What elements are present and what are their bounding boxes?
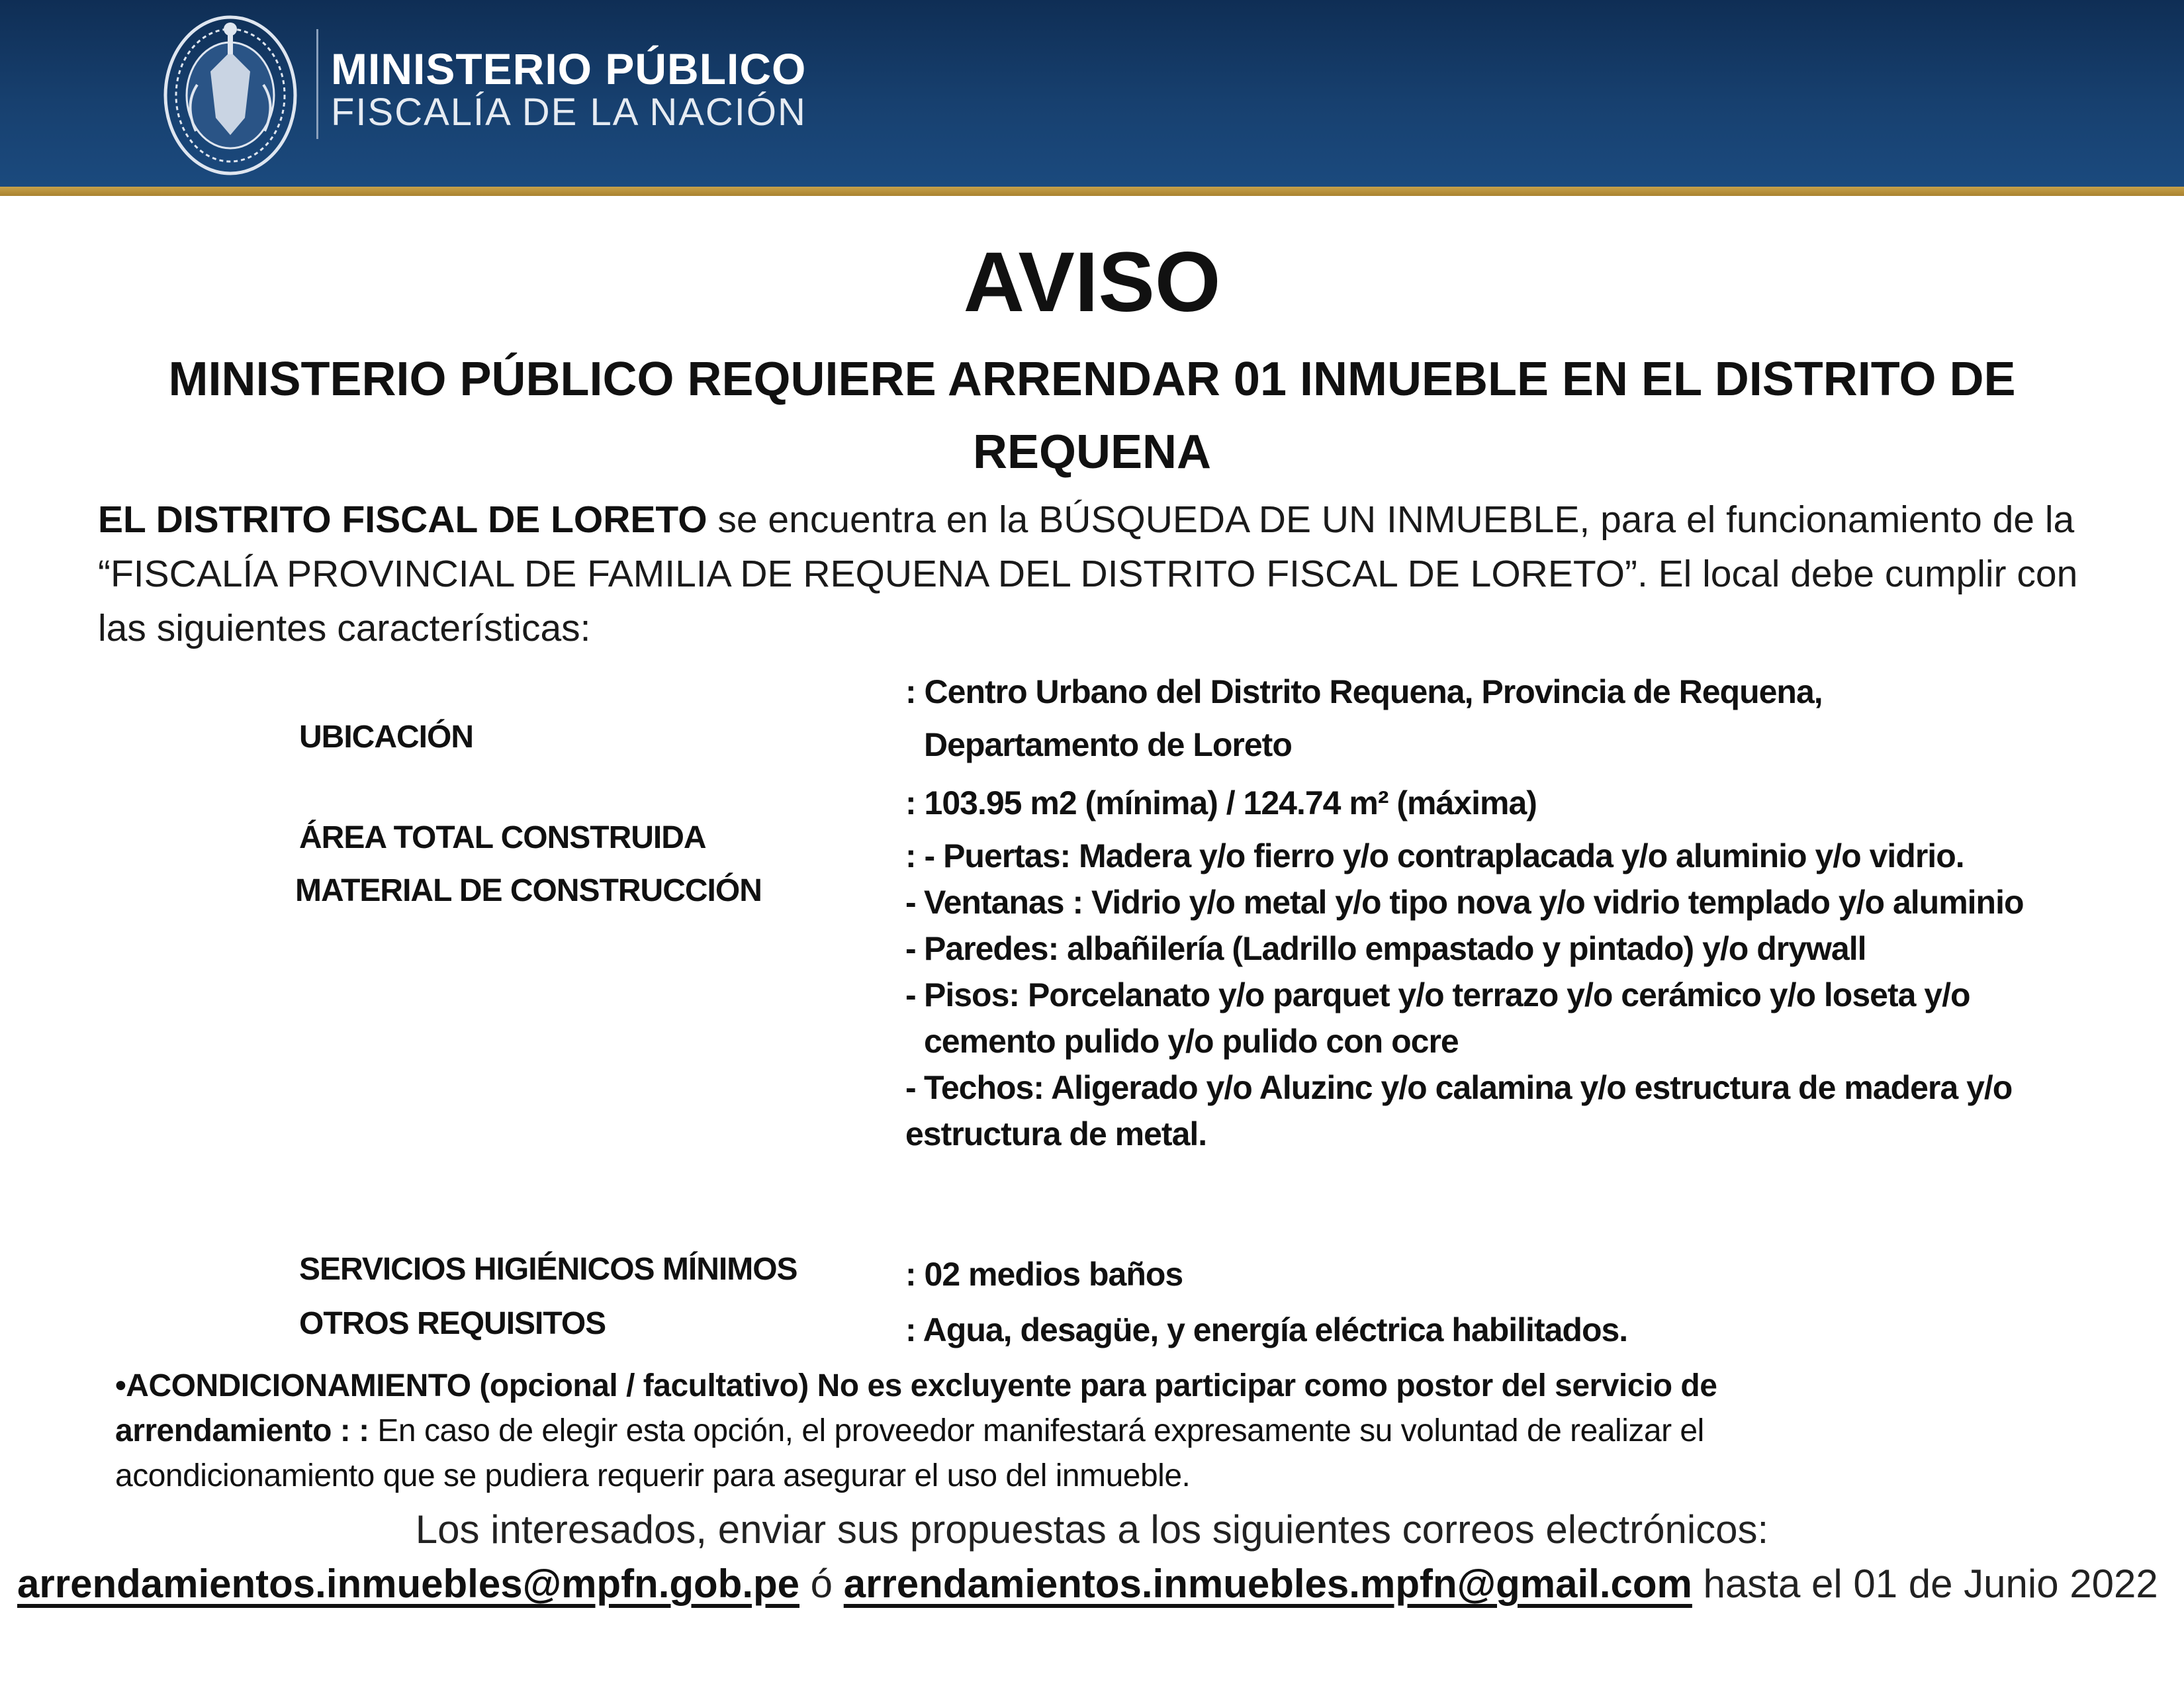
ubicacion-value-line1: : Centro Urbano del Distrito Requena, Provincia de Requena, xyxy=(905,673,1823,710)
email-link-gmail[interactable]: arrendamientos.inmuebles.mpfn@gmail.com xyxy=(843,1562,1692,1606)
email-line xyxy=(17,1561,2158,1607)
notice-title: AVISO xyxy=(963,235,1221,330)
deadline-text: hasta el 01 de Junio 2022 xyxy=(1692,1562,2158,1606)
servicios-label: SERVICIOS HIGIÉNICOS MÍNIMOS xyxy=(299,1252,797,1287)
acondicionamiento-paragraph xyxy=(115,1364,1942,1499)
material-item-paredes: - Paredes: albañilería (Ladrillo empastado y pintado) y/o drywall xyxy=(905,925,2083,972)
header-gold-rule xyxy=(0,187,2184,196)
material-item-techos: - Techos: Aligerado y/o Aluzinc y/o calamina y/o estructura de madera y/o xyxy=(905,1064,2083,1111)
material-list xyxy=(905,833,2083,1157)
intro-lead: EL DISTRITO FISCAL DE LORETO xyxy=(98,498,707,541)
acondicionamiento-body: En caso de elegir esta opción, el proveedor manifestará expresamente su voluntad de realizar el acondicionamiento que se pudiera requerir para asegurar el uso del inmueble. xyxy=(115,1413,1704,1493)
list-dash: - xyxy=(905,1069,916,1106)
email-connector: ó xyxy=(799,1562,844,1606)
area-value: : 103.95 m2 (mínima) / 124.74 m² (máxima) xyxy=(905,784,1537,821)
ministerio-seal-icon xyxy=(158,5,303,179)
acondicionamiento-heading: •ACONDICIONAMIENTO (opcional / facultativo) No es excluyente para participar como postor del servicio de arrendamiento : : xyxy=(115,1368,1717,1448)
notice-subtitle: MINISTERIO PÚBLICO REQUIERE ARRENDAR 01 INMUEBLE EN EL DISTRITO DE REQUENA xyxy=(168,353,2016,479)
servicios-value: : 02 medios baños xyxy=(905,1256,1183,1293)
area-label: ÁREA TOTAL CONSTRUIDA xyxy=(299,820,706,855)
list-dash: - xyxy=(905,930,916,967)
header-band xyxy=(0,0,2184,187)
brand-name: MINISTERIO PÚBLICO xyxy=(331,44,807,93)
material-item-ventanas: - Ventanas : Vidrio y/o metal y/o tipo nova y/o vidrio templado y/o aluminio xyxy=(905,879,2083,925)
header-divider xyxy=(316,29,318,139)
material-item-pisos: - Pisos: Porcelanato y/o parquet y/o terrazo y/o cerámico y/o loseta y/o cemento pulido y/o pulido con ocre xyxy=(905,972,2083,1064)
ubicacion-label: UBICACIÓN xyxy=(299,720,473,755)
list-dash: - xyxy=(905,884,916,921)
otros-label: OTROS REQUISITOS xyxy=(299,1306,606,1341)
intro-paragraph xyxy=(98,492,2110,655)
contact-instructions: Los interesados, enviar sus propuestas a los siguientes correos electrónicos: xyxy=(415,1507,1769,1552)
list-dash: - xyxy=(905,976,916,1013)
material-label: MATERIAL DE CONSTRUCCIÓN xyxy=(295,873,762,908)
otros-value: : Agua, desagüe, y energía eléctrica habilitados. xyxy=(905,1311,1628,1348)
material-item-tail: estructura de metal. xyxy=(905,1115,1207,1152)
brand-subtitle: FISCALÍA DE LA NACIÓN xyxy=(331,91,807,134)
material-item-puertas: : - Puertas: Madera y/o fierro y/o contraplacada y/o aluminio y/o vidrio. xyxy=(905,837,1964,874)
ubicacion-value-line2: Departamento de Loreto xyxy=(924,726,1292,763)
intro-body: se encuentra en la BÚSQUEDA DE UN INMUEBLE, para el funcionamiento de la “FISCALÍA PROVINCIAL DE FAMILIA DE REQUENA DEL DISTRITO FISCAL DE LORETO”. El local debe cumplir con las siguientes características: xyxy=(98,498,2078,649)
email-link-mpfn[interactable]: arrendamientos.inmuebles@mpfn.gob.pe xyxy=(17,1562,800,1606)
